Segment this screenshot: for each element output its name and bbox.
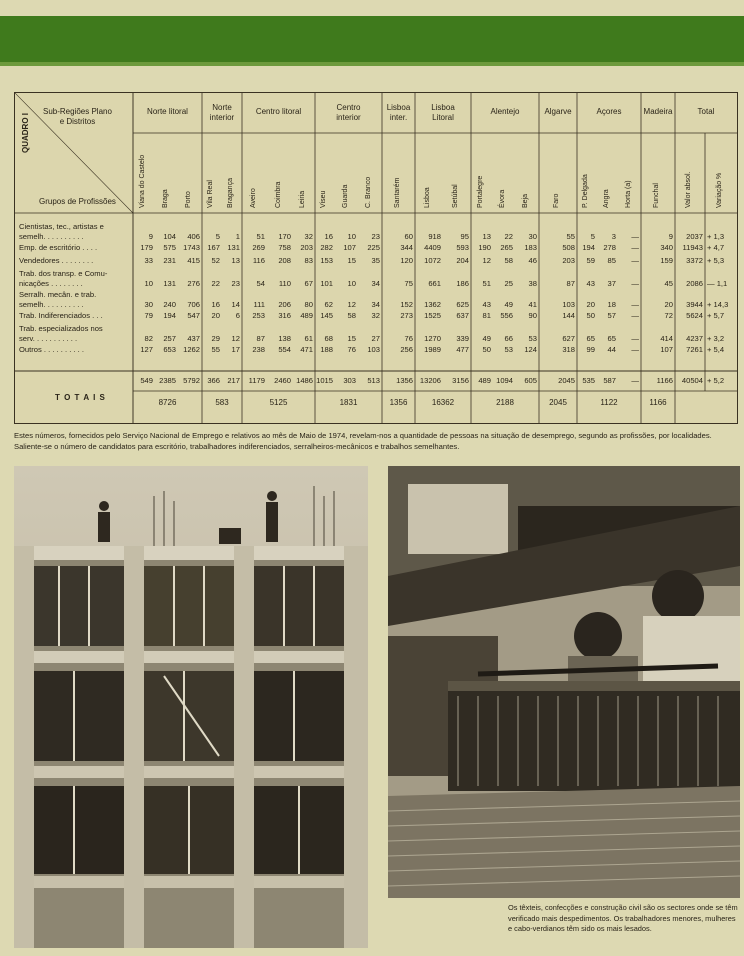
district-header: Guarda <box>341 184 349 208</box>
table-cell: 231 <box>163 256 176 265</box>
table-cell: 72 <box>664 311 673 320</box>
table-cell: 101 <box>320 279 333 288</box>
table-cell: 627 <box>562 334 575 343</box>
subregions-header: Sub-Regiões Plano e Distritos <box>43 107 112 126</box>
table-cell: 556 <box>500 311 513 320</box>
table-cell: 240 <box>163 300 176 309</box>
district-header: Porto <box>185 191 192 208</box>
table-cell: 2086 <box>686 279 703 288</box>
table-cell: + 4,7 <box>707 243 725 252</box>
table-cell: 18 <box>607 300 616 309</box>
table-cell: 256 <box>400 345 413 354</box>
row-label: nicações . . . . . . . . <box>19 279 83 288</box>
table-cell: 87 <box>256 334 265 343</box>
table-cell: 57 <box>607 311 616 320</box>
table-cell: 29 <box>211 334 220 343</box>
table-cell: 269 <box>252 243 265 252</box>
table-cell: 4409 <box>424 243 441 252</box>
table-cell: — <box>631 345 639 354</box>
table-cell: 127 <box>140 345 153 354</box>
table-cell: 7261 <box>686 345 703 354</box>
table-cell: — <box>631 311 639 320</box>
table-cell: 625 <box>456 300 469 309</box>
table-cell: 131 <box>163 279 176 288</box>
total-cell: 605 <box>524 376 537 385</box>
total-cell: — <box>631 376 639 385</box>
table-cell: 12 <box>482 256 491 265</box>
table-cell: 575 <box>163 243 176 252</box>
table-cell: 82 <box>144 334 153 343</box>
table-cell: 30 <box>528 232 537 241</box>
table-cell: 9 <box>668 232 673 241</box>
groups-header: Grupos de Profissões <box>39 197 116 206</box>
table-cell: 79 <box>144 311 153 320</box>
table-cell: 225 <box>367 243 380 252</box>
table-cell: 55 <box>211 345 220 354</box>
table-cell: 1989 <box>424 345 441 354</box>
total-cell: 2460 <box>274 376 291 385</box>
table-cell: 67 <box>304 279 313 288</box>
table-cell: 81 <box>482 311 491 320</box>
table-cell: 50 <box>586 311 595 320</box>
region-total: 1356 <box>389 398 408 407</box>
row-label: semelh. . . . . . . . . . <box>19 232 84 241</box>
textile-loom-photo <box>388 466 740 898</box>
table-cell: 547 <box>187 311 200 320</box>
table-cell: 14 <box>231 300 240 309</box>
total-cell: 366 <box>207 376 220 385</box>
table-cell: 10 <box>144 279 153 288</box>
total-cell: 13206 <box>419 376 441 385</box>
total-cell: 549 <box>140 376 153 385</box>
table-cell: 273 <box>400 311 413 320</box>
row-label: semelh. . . . . . . . . . <box>19 300 84 309</box>
table-cell: 190 <box>478 243 491 252</box>
total-cell: 2045 <box>558 376 575 385</box>
total-cell: 535 <box>582 376 595 385</box>
totals-label: T O T A I S <box>55 393 106 402</box>
region-header: Norte interior <box>209 103 235 122</box>
table-cell: 153 <box>320 256 333 265</box>
total-cell: 303 <box>343 376 356 385</box>
district-header: Funchal <box>653 183 660 208</box>
row-label: serv. . . . . . . . . . . <box>19 334 78 343</box>
table-cell: 38 <box>528 279 537 288</box>
district-header: Beja <box>522 193 529 208</box>
table-cell: 138 <box>278 334 291 343</box>
total-cell: 2385 <box>159 376 176 385</box>
table-cell: 83 <box>304 256 313 265</box>
table-cell: 46 <box>528 256 537 265</box>
table-cell: 471 <box>300 345 313 354</box>
table-cell: 1525 <box>424 311 441 320</box>
table-cell: 85 <box>607 256 616 265</box>
table-cell: 107 <box>343 243 356 252</box>
table-cell: 124 <box>524 345 537 354</box>
total-cell: 1179 <box>248 376 265 385</box>
table-cell: 344 <box>400 243 413 252</box>
row-label: Emp. de escritório . . . . <box>19 243 98 252</box>
table-cell: 282 <box>320 243 333 252</box>
table-cell: 186 <box>456 279 469 288</box>
region-total: 1831 <box>339 398 358 407</box>
table-cell: 76 <box>347 345 356 354</box>
table-cell: 87 <box>566 279 575 288</box>
table-cell: 316 <box>278 311 291 320</box>
total-cell: 513 <box>367 376 380 385</box>
table-cell: 194 <box>163 311 176 320</box>
total-cell: 1166 <box>656 376 673 385</box>
table-cell: 43 <box>586 279 595 288</box>
table-cell: 13 <box>231 256 240 265</box>
table-cell: 116 <box>252 256 265 265</box>
table-cell: 1743 <box>183 243 200 252</box>
table-cell: 34 <box>371 300 380 309</box>
table-cell: + 14,3 <box>707 300 729 309</box>
table-cell: 111 <box>253 300 265 309</box>
table-cell: 17 <box>231 345 240 354</box>
total-cell: 5792 <box>183 376 200 385</box>
table-cell: 1072 <box>424 256 441 265</box>
table-cell: 45 <box>664 279 673 288</box>
table-cell: 55 <box>566 232 575 241</box>
district-header: Variação % <box>716 172 723 208</box>
table-cell: 170 <box>278 232 291 241</box>
region-header: Centro interior <box>336 103 361 122</box>
table-cell: 35 <box>371 256 380 265</box>
table-cell: 107 <box>660 345 673 354</box>
table-cell: 27 <box>371 334 380 343</box>
table-cell: 554 <box>278 345 291 354</box>
table-cell: 80 <box>304 300 313 309</box>
table-cell: 15 <box>347 256 356 265</box>
table-cell: 253 <box>252 311 265 320</box>
header-band <box>0 16 744 62</box>
table-cell: + 5,4 <box>707 345 725 354</box>
table-cell: 194 <box>582 243 595 252</box>
district-header: Viseu <box>320 190 327 208</box>
table-cell: 208 <box>278 256 291 265</box>
table-cell: 103 <box>562 300 575 309</box>
region-header: Açores <box>596 107 622 116</box>
table-cell: 1362 <box>424 300 441 309</box>
district-header: Setúbal <box>452 184 459 208</box>
region-header: Total <box>697 107 715 116</box>
region-total: 2045 <box>549 398 567 407</box>
table-cell: 59 <box>586 256 595 265</box>
table-cell: 20 <box>586 300 595 309</box>
table-cell: 406 <box>187 232 200 241</box>
district-header: Évora <box>499 189 506 208</box>
table-cell: 120 <box>400 256 413 265</box>
table-cell: 758 <box>278 243 291 252</box>
table-cell: 489 <box>300 311 313 320</box>
district-header: Leiria <box>299 190 306 208</box>
table-cell: 414 <box>660 334 673 343</box>
table-cell: 340 <box>660 243 673 252</box>
table-cell: 75 <box>404 279 413 288</box>
region-total: 8726 <box>158 398 177 407</box>
table-cell: 131 <box>227 243 240 252</box>
table-cell: 145 <box>320 311 333 320</box>
region-header: Lisboa Litoral <box>431 103 455 122</box>
region-total: 1122 <box>600 398 618 407</box>
table-cell: — <box>631 279 639 288</box>
table-cell: 60 <box>404 232 413 241</box>
table-cell: 49 <box>504 300 513 309</box>
table-cell: 5 <box>215 232 220 241</box>
table-cell: 276 <box>187 279 200 288</box>
table-cell: 68 <box>324 334 333 343</box>
table-cell: 508 <box>562 243 575 252</box>
table-cell: 1262 <box>183 345 200 354</box>
table-cell: 16 <box>324 232 333 241</box>
total-cell: 217 <box>227 376 240 385</box>
table-cell: — <box>631 232 639 241</box>
table-cell: 23 <box>231 279 240 288</box>
total-cell: 489 <box>478 376 491 385</box>
table-cell: 53 <box>504 345 513 354</box>
table-cell: 58 <box>504 256 513 265</box>
table-cell: 2037 <box>686 232 703 241</box>
table-cell: 32 <box>304 232 313 241</box>
total-cell: 1094 <box>496 376 513 385</box>
table-cell: 54 <box>256 279 265 288</box>
district-header: Vila Real <box>207 180 214 208</box>
table-cell: 10 <box>347 232 356 241</box>
table-cell: 5624 <box>686 311 703 320</box>
region-header: Alentejo <box>490 107 520 116</box>
table-cell: — 1,1 <box>707 279 728 288</box>
table-cell: 10 <box>347 279 356 288</box>
table-cell: 339 <box>456 334 469 343</box>
table-cell: 3944 <box>686 300 703 309</box>
region-total: 583 <box>215 398 229 407</box>
table-cell: 6 <box>235 311 240 320</box>
row-label: Trab. Indiferenciados . . . <box>19 311 103 320</box>
region-header: Centro litoral <box>255 107 302 116</box>
table-cell: 110 <box>278 279 291 288</box>
table-cell: 23 <box>371 232 380 241</box>
table-cell: 318 <box>562 345 575 354</box>
table-cell: 65 <box>607 334 616 343</box>
construction-photo <box>14 466 368 948</box>
table-cell: 1 <box>235 232 240 241</box>
region-header: Norte litoral <box>147 107 188 116</box>
region-total: 5125 <box>269 398 288 407</box>
row-label: Serralh. mecân. e trab. <box>19 290 97 299</box>
district-header: Lisboa <box>424 187 431 208</box>
table-cell: 1270 <box>424 334 441 343</box>
table-cell: 11943 <box>682 243 703 252</box>
table-cell: 20 <box>664 300 673 309</box>
table-cell: 477 <box>456 345 469 354</box>
table-cell: + 5,3 <box>707 256 725 265</box>
table-cell: 437 <box>187 334 200 343</box>
total-cell: 1356 <box>396 376 413 385</box>
region-total: 16362 <box>431 398 455 407</box>
photo-caption: Os têxteis, confecções e construção civil são os sectores onde se têm verificado mais despedimentos. Os trabalhadores menores, mulheres e cabo-verdianos têm sido os mais lesados. <box>508 903 738 933</box>
table-cell: 25 <box>504 279 513 288</box>
table-caption: Estes números, fornecidos pelo Serviço Nacional de Emprego e relativos ao mês de Maio de 1974, revelam-nos a quantidade de pessoas na situação de desemprego, segundo as profissões, por localidades. Saliente-se o número de candidatos para escritório, trabalhadores indiferenciados, serralheiros-mecânicos e trabalhos semelhantes. <box>14 431 712 451</box>
table-cell: + 1,3 <box>707 232 725 241</box>
table-cell: 51 <box>482 279 491 288</box>
table-cell: 415 <box>187 256 200 265</box>
row-label: Vendedores . . . . . . . . <box>19 256 94 265</box>
table-cell: 104 <box>163 232 176 241</box>
district-header: Valor absol. <box>685 171 692 208</box>
district-header: Braga <box>161 189 169 208</box>
district-header: Aveiro <box>249 188 257 208</box>
table-cell: 90 <box>528 311 537 320</box>
district-header: P. Delgada <box>582 174 589 208</box>
table-cell: 278 <box>603 243 616 252</box>
table-cell: 15 <box>347 334 356 343</box>
region-header: Algarve <box>544 107 572 116</box>
table-cell: 3 <box>611 232 616 241</box>
table-cell: 30 <box>144 300 153 309</box>
table-cell: — <box>631 256 639 265</box>
row-label: Trab. especializados nos <box>19 324 103 333</box>
table-cell: 51 <box>256 232 265 241</box>
district-header: Portalegre <box>477 175 484 208</box>
table-cell: 188 <box>320 345 333 354</box>
table-cell: 33 <box>144 256 153 265</box>
region-total: 1166 <box>649 398 667 407</box>
table-cell: 12 <box>231 334 240 343</box>
total-cell: 3156 <box>452 376 469 385</box>
district-header: Angra <box>602 189 610 208</box>
total-cell: 1486 <box>296 376 313 385</box>
table-cell: 49 <box>482 334 491 343</box>
district-header: Viana do Castelo <box>139 154 146 208</box>
district-header: Bragança <box>227 178 234 208</box>
table-cell: + 3,2 <box>707 334 725 343</box>
table-cell: 918 <box>428 232 441 241</box>
table-cell: 203 <box>562 256 575 265</box>
table-cell: 4237 <box>686 334 703 343</box>
table-cell: 16 <box>211 300 220 309</box>
table-cell: — <box>631 243 639 252</box>
region-total: 2188 <box>496 398 514 407</box>
table-cell: 52 <box>211 256 220 265</box>
table-cell: 183 <box>524 243 537 252</box>
row-label: Cientistas, tec., artistas e <box>19 222 104 231</box>
table-cell: + 5,7 <box>707 311 725 320</box>
table-cell: 62 <box>324 300 333 309</box>
district-header: C. Branco <box>365 176 372 208</box>
table-cell: 43 <box>482 300 491 309</box>
table-cell: 32 <box>371 311 380 320</box>
table-cell: 58 <box>347 311 356 320</box>
table-cell: 61 <box>304 334 313 343</box>
total-cell: 587 <box>603 376 616 385</box>
table-cell: 706 <box>187 300 200 309</box>
row-label: Outros . . . . . . . . . . <box>19 345 84 354</box>
table-cell: 22 <box>211 279 220 288</box>
table-cell: 50 <box>482 345 491 354</box>
table-cell: 159 <box>660 256 673 265</box>
table-cell: 265 <box>500 243 513 252</box>
table-cell: 76 <box>404 334 413 343</box>
table-cell: 179 <box>140 243 153 252</box>
table-cell: 65 <box>586 334 595 343</box>
region-header: Madeira <box>643 107 673 116</box>
district-header: Faro <box>553 193 560 208</box>
table-cell: 653 <box>163 345 176 354</box>
total-cell: 1015 <box>316 376 333 385</box>
region-header: Lisboa inter. <box>386 103 411 122</box>
table-cell: 99 <box>586 345 595 354</box>
table-cell: 41 <box>528 300 537 309</box>
header-band-stripe <box>0 62 744 66</box>
table-cell: 593 <box>456 243 469 252</box>
table-cell: 95 <box>460 232 469 241</box>
table-cell: 167 <box>207 243 220 252</box>
table-cell: — <box>631 334 639 343</box>
table-cell: 3372 <box>686 256 703 265</box>
district-header: Coimbra <box>275 181 282 208</box>
table-cell: 20 <box>211 311 220 320</box>
table-cell: 53 <box>528 334 537 343</box>
table-cell: 152 <box>400 300 413 309</box>
total-cell: + 5,2 <box>707 376 725 385</box>
table-cell: 34 <box>371 279 380 288</box>
table-cell: 22 <box>504 232 513 241</box>
table-cell: — <box>631 300 639 309</box>
district-header: Santarém <box>393 177 401 208</box>
table-cell: 661 <box>428 279 441 288</box>
table-cell: 238 <box>252 345 265 354</box>
total-cell: 40504 <box>681 376 703 385</box>
district-header: Horta (a) <box>624 180 632 208</box>
table-cell: 9 <box>148 232 153 241</box>
table-cell: 203 <box>300 243 313 252</box>
table-cell: 257 <box>163 334 176 343</box>
table-cell: 37 <box>607 279 616 288</box>
table-cell: 12 <box>347 300 356 309</box>
table-cell: 144 <box>562 311 575 320</box>
unemployment-table <box>14 92 738 424</box>
row-label: Trab. dos transp. e Comu- <box>19 269 108 278</box>
quadro-label: QUADRO I <box>21 113 30 153</box>
table-cell: 206 <box>278 300 291 309</box>
table-cell: 66 <box>504 334 513 343</box>
table-cell: 44 <box>607 345 616 354</box>
table-cell: 5 <box>590 232 595 241</box>
table-cell: 103 <box>367 345 380 354</box>
table-cell: 637 <box>456 311 469 320</box>
table-cell: 13 <box>482 232 491 241</box>
table-cell: 204 <box>456 256 469 265</box>
